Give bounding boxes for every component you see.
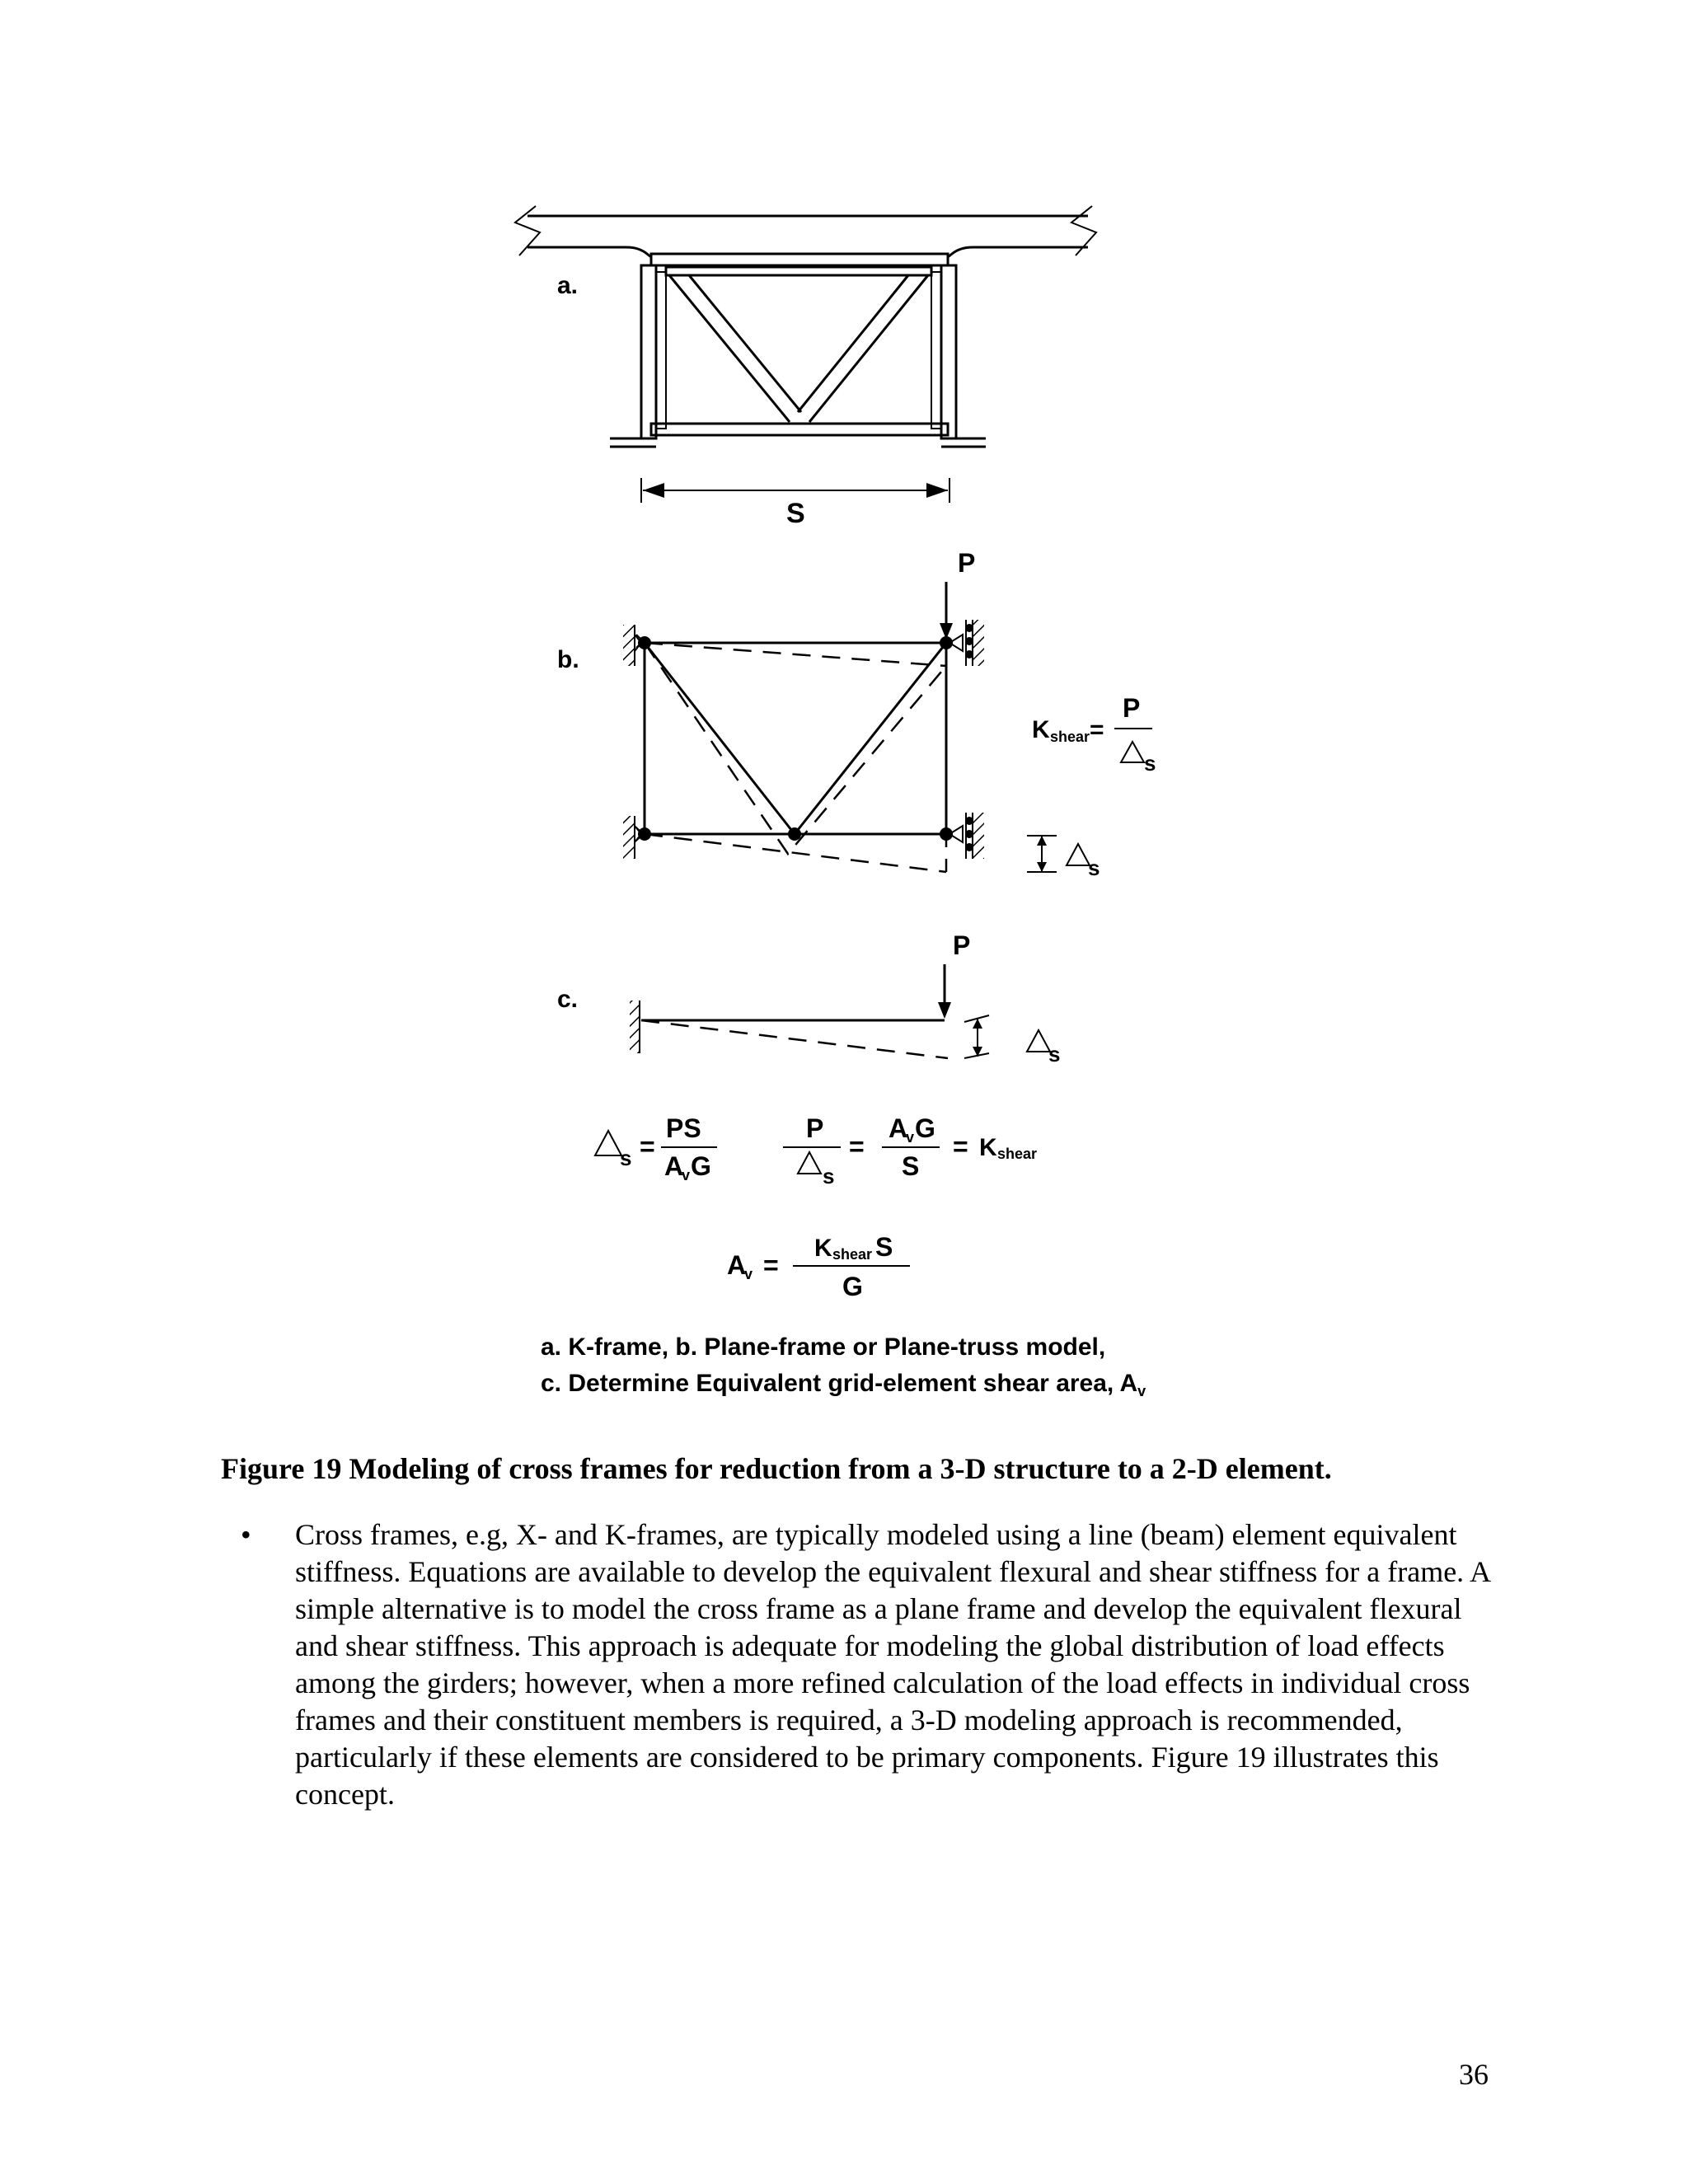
panel-b	[557, 548, 1156, 880]
roller-2	[965, 637, 973, 645]
right-girder-web	[941, 265, 956, 438]
eq2-equals: =	[849, 1132, 865, 1161]
panel-c-label: c.	[557, 986, 579, 1013]
eq3-equals: =	[763, 1250, 779, 1280]
right-top-support-hatch	[973, 620, 984, 666]
panel-c	[557, 930, 1060, 1066]
eq3-v: v	[744, 1266, 753, 1282]
panel-c-delta	[1027, 1030, 1050, 1052]
roller-3	[965, 650, 973, 658]
kshear-delta-sub: s	[1144, 751, 1156, 776]
roller-1	[965, 624, 973, 632]
eq1-delta-sub: s	[620, 1146, 632, 1170]
figure-caption: Figure 19 Modeling of cross frames for reduction from a 3-D structure to a 2-D element.	[221, 1452, 1332, 1485]
right-connection-plate	[931, 272, 941, 429]
left-connection-plate	[656, 272, 666, 429]
left-top-support-hatch	[623, 625, 635, 666]
panel-c-delta-sub: s	[1048, 1042, 1061, 1066]
deflection-delta	[1067, 844, 1090, 865]
eq2-delta-sub: s	[823, 1164, 835, 1188]
roller-5	[965, 830, 973, 838]
bottom-flanges	[610, 438, 986, 447]
page-number: 36	[1459, 2058, 1489, 2091]
kshear-sub: shear	[1050, 729, 1090, 745]
kshear-definition	[1032, 693, 1156, 776]
panel-a-label: a.	[557, 272, 579, 299]
left-bottom-support-hatch	[623, 816, 635, 859]
dimension-s-label: S	[786, 498, 805, 529]
figure-legend-line1: a. K-frame, b. Plane-frame or Plane-truss model,	[541, 1333, 1106, 1361]
eq2-numerator: P	[806, 1113, 824, 1143]
top-flange	[651, 254, 948, 265]
right-bottom-support-hatch	[973, 813, 984, 859]
eq1-denom-g: G	[691, 1151, 711, 1181]
eq2-mid-g: G	[915, 1113, 935, 1143]
deck-bottom-line	[528, 247, 1088, 257]
kshear-numerator: P	[1123, 693, 1141, 723]
plane-frame-diagonals	[645, 643, 946, 834]
panel-c-load-arrowhead	[938, 1002, 951, 1019]
panel-c-support-hatch	[630, 1001, 640, 1053]
k-left-diagonal	[669, 275, 801, 422]
panel-b-label: b.	[557, 646, 579, 673]
k-frame-bottom-chord	[651, 424, 948, 435]
eq2-delta	[798, 1152, 821, 1174]
eq3-k: K	[814, 1235, 832, 1262]
eq1-equals: =	[640, 1132, 655, 1161]
eq3-a: A	[727, 1250, 747, 1280]
equation-shear-area	[727, 1232, 910, 1301]
cantilever-deformed	[641, 1020, 948, 1058]
node	[940, 636, 953, 649]
roller-4	[965, 817, 973, 825]
panel-c-load-p: P	[953, 930, 971, 960]
eq1-denom-v: v	[682, 1167, 691, 1183]
eq2-k: K	[979, 1134, 997, 1161]
panel-a	[515, 206, 1096, 529]
eq1-numerator: PS	[666, 1113, 701, 1143]
equation-stiffness	[783, 1113, 1037, 1188]
panel-b-deflection-marker	[1027, 836, 1100, 880]
roller-6	[965, 843, 973, 851]
k-right-diagonal	[798, 275, 928, 422]
kshear-k: K	[1032, 716, 1050, 743]
figure-legend-line2: c. Determine Equivalent grid-element shear area, $A_v$	[541, 1370, 1146, 1399]
eq2-equals-2: =	[953, 1132, 968, 1161]
eq3-k-sub: shear	[832, 1246, 873, 1263]
kshear-equals: =	[1090, 716, 1104, 743]
eq1-denom-a: A	[664, 1151, 684, 1181]
eq2-mid-v: v	[906, 1129, 915, 1146]
bullet-paragraph: Cross frames, e.g, X- and K-frames, are typically modeled using a line (beam) element equivalent stiffness. Equations are available to develop the equivalent flexural and shear stiffness for a frame. A simple alternative is to model the cross frame as a plane frame and develop the equivalent flexural and shear stiffness. This approach is adequate for modeling the global distribution of load effects among the girders; however, when a more refined calculation of the load effects in individual cross frames and their constituent members is required, a 3-D modeling approach is recommended, particularly if these elements are considered to be primary components. Figure 19 illustrates this concept.	[295, 1518, 1490, 1811]
plane-frame-rectangle	[645, 643, 946, 834]
panel-b-load-p: P	[958, 548, 976, 578]
deflection-sub: s	[1088, 855, 1100, 880]
node	[788, 827, 801, 841]
k-frame-top-chord	[666, 267, 931, 275]
bullet-marker: •	[241, 1518, 251, 1551]
eq1-delta	[595, 1131, 621, 1155]
eq2-denom-s: S	[902, 1151, 920, 1181]
left-pin-triangles	[636, 635, 643, 841]
eq2-k-sub: shear	[997, 1146, 1038, 1162]
left-girder-web	[641, 265, 656, 438]
eq2-mid-a: A	[889, 1113, 908, 1143]
eq3-g: G	[842, 1272, 863, 1301]
kshear-delta	[1121, 742, 1144, 762]
equation-deflection	[595, 1113, 717, 1183]
eq3-s: S	[875, 1232, 893, 1262]
